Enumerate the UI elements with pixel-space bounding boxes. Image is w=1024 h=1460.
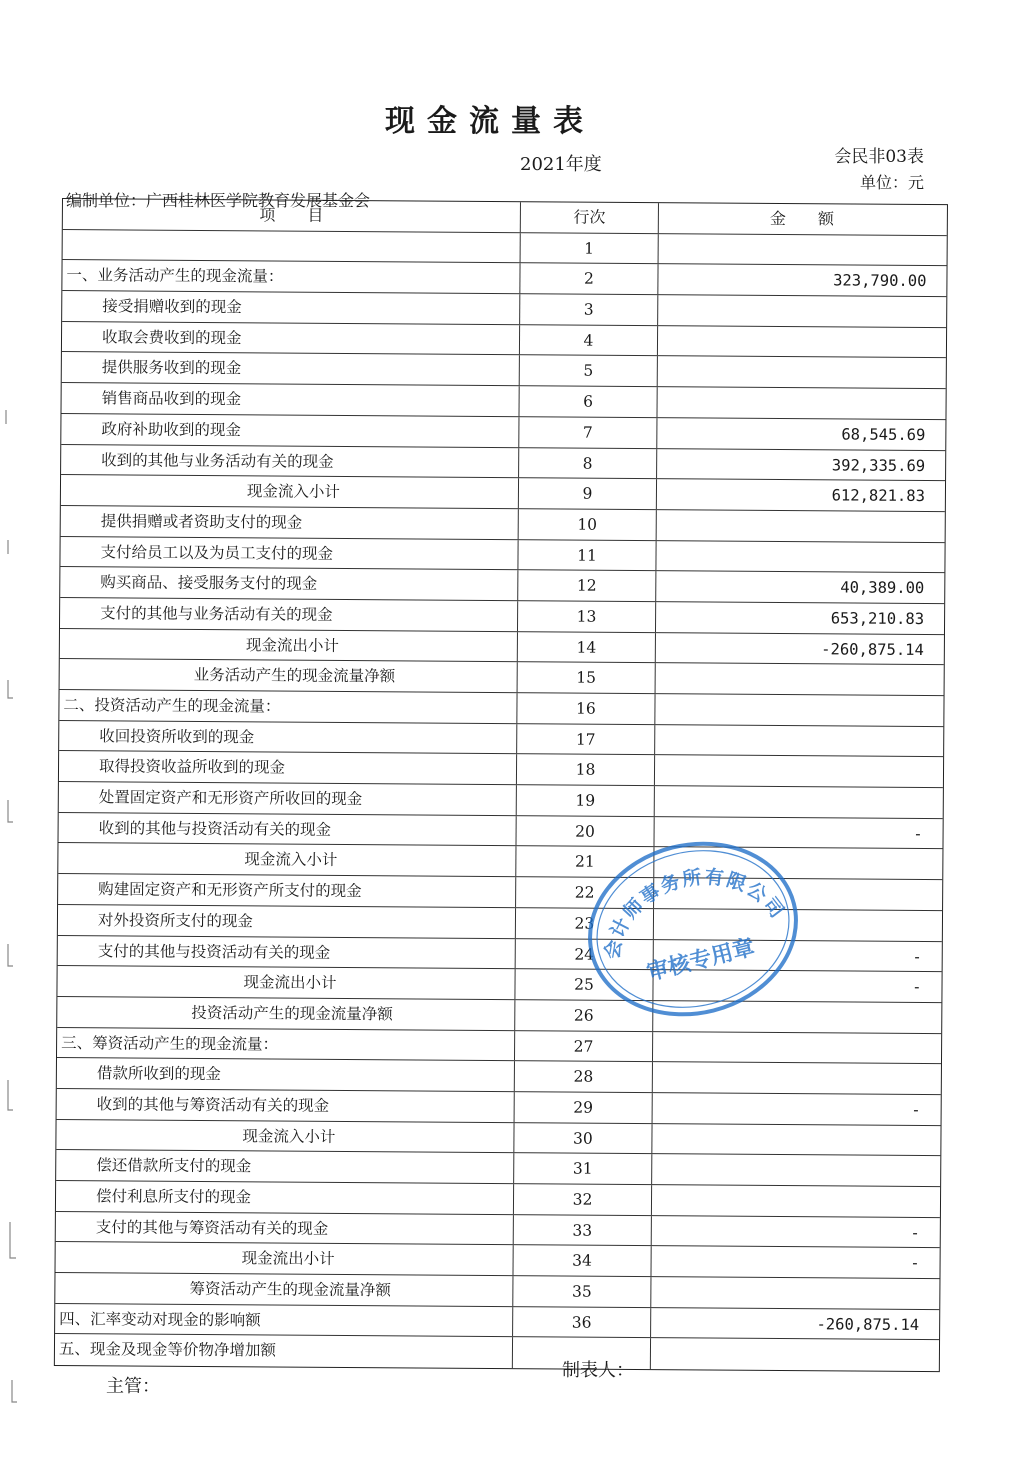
row-item: 购买商品、接受服务支付的现金 bbox=[60, 567, 518, 600]
row-line: 21 bbox=[516, 847, 654, 878]
row-line: 13 bbox=[518, 601, 656, 632]
row-amount bbox=[656, 541, 942, 573]
binding-marks bbox=[0, 0, 30, 1460]
row-line: 1 bbox=[521, 233, 659, 264]
row-amount: - bbox=[912, 978, 922, 997]
row-item: 处置固定资产和无形资产所收回的现金 bbox=[59, 782, 517, 815]
table-row bbox=[55, 1334, 939, 1371]
row-item: 现金流出小计 bbox=[57, 966, 515, 999]
row-line: 34 bbox=[513, 1246, 651, 1277]
row-amount bbox=[656, 663, 942, 695]
row-amount: -260,875.14 bbox=[816, 1315, 920, 1334]
row-item: 政府补助收到的现金 bbox=[61, 414, 519, 447]
row-line: 31 bbox=[514, 1153, 652, 1184]
row-item: 收到的其他与业务活动有关的现金 bbox=[61, 445, 519, 478]
row-line: 11 bbox=[518, 540, 656, 571]
row-item: 支付的其他与筹资活动有关的现金 bbox=[56, 1212, 514, 1245]
row-line: 10 bbox=[519, 509, 657, 540]
row-amount bbox=[652, 1154, 938, 1186]
svg-text:会计师事务所有限公司: 会计师事务所有限公司 bbox=[601, 866, 790, 961]
row-item: 支付给员工以及为员工支付的现金 bbox=[60, 537, 518, 570]
row-line: 19 bbox=[517, 785, 655, 816]
header-item: 项 目 bbox=[63, 199, 521, 232]
row-line: 27 bbox=[515, 1031, 653, 1062]
row-item: 销售商品收到的现金 bbox=[62, 383, 520, 416]
row-item: 接受捐赠收到的现金 bbox=[62, 291, 520, 324]
row-line: 9 bbox=[519, 478, 657, 509]
preparer-label: 制表人： bbox=[562, 1360, 634, 1381]
row-amount: - bbox=[913, 824, 923, 843]
row-item: 业务活动产生的现金流量净额 bbox=[60, 659, 518, 692]
preparing-organization: 编制单位：广西桂林医学院教育发展基金会 bbox=[66, 191, 371, 210]
row-line: 36 bbox=[513, 1307, 651, 1338]
row-amount bbox=[651, 1277, 937, 1309]
row-line: 30 bbox=[514, 1123, 652, 1154]
row-item: 现金流出小计 bbox=[56, 1242, 514, 1275]
row-amount: - bbox=[910, 1254, 920, 1273]
row-amount bbox=[657, 387, 943, 419]
row-item: 一、业务活动产生的现金流量： bbox=[62, 260, 520, 293]
row-line: 26 bbox=[515, 1000, 653, 1031]
row-item: 现金流入小计 bbox=[61, 475, 519, 508]
row-amount: -260,875.14 bbox=[821, 639, 924, 659]
row-amount bbox=[652, 1185, 938, 1217]
row-amount: 40,389.00 bbox=[840, 578, 925, 598]
row-amount bbox=[651, 1339, 937, 1372]
row-amount bbox=[657, 510, 943, 542]
row-line: 22 bbox=[516, 877, 654, 908]
row-amount bbox=[659, 234, 945, 266]
row-amount: 653,210.83 bbox=[830, 609, 925, 628]
row-amount: - bbox=[912, 947, 922, 966]
row-item: 收取会费收到的现金 bbox=[62, 322, 520, 355]
row-line: 35 bbox=[513, 1276, 651, 1307]
row-amount: 392,335.69 bbox=[831, 455, 926, 475]
row-amount bbox=[655, 756, 941, 788]
row-item: 偿付利息所支付的现金 bbox=[56, 1181, 514, 1214]
row-item: 三、筹资活动产生的现金流量： bbox=[57, 1028, 515, 1061]
row-line: 20 bbox=[516, 816, 654, 847]
row-amount bbox=[652, 1124, 938, 1156]
row-item: 对外投资所支付的现金 bbox=[58, 905, 516, 938]
row-line: 16 bbox=[517, 693, 655, 724]
row-item: 筹资活动产生的现金流量净额 bbox=[55, 1273, 513, 1306]
row-line: 23 bbox=[516, 908, 654, 939]
row-item: 现金流入小计 bbox=[58, 843, 516, 876]
header-amount: 金 额 bbox=[769, 208, 834, 229]
row-amount: - bbox=[911, 1100, 921, 1119]
row-item: 收到的其他与筹资活动有关的现金 bbox=[57, 1089, 515, 1122]
row-item: 收回投资所收到的现金 bbox=[59, 721, 517, 754]
row-item: 支付的其他与业务活动有关的现金 bbox=[60, 598, 518, 631]
row-amount: 323,790.00 bbox=[833, 271, 927, 291]
row-amount bbox=[658, 357, 944, 389]
row-item bbox=[63, 230, 521, 263]
row-line: 14 bbox=[518, 632, 656, 663]
row-line: 29 bbox=[515, 1092, 653, 1123]
row-line: 8 bbox=[519, 448, 657, 479]
row-item: 偿还借款所支付的现金 bbox=[56, 1150, 514, 1183]
currency-unit: 单位：元 bbox=[859, 173, 924, 192]
row-line: 4 bbox=[520, 325, 658, 356]
row-amount bbox=[653, 1032, 939, 1064]
row-item: 取得投资收益所收到的现金 bbox=[59, 751, 517, 784]
row-line: 33 bbox=[514, 1215, 652, 1246]
row-line: 28 bbox=[515, 1061, 653, 1092]
cash-flow-table bbox=[54, 198, 948, 1372]
row-line: 32 bbox=[514, 1184, 652, 1215]
supervisor-label: 主管： bbox=[106, 1376, 160, 1397]
report-title: 现金流量表 bbox=[385, 104, 595, 139]
row-line: 3 bbox=[520, 294, 658, 325]
row-line: 17 bbox=[517, 724, 655, 755]
row-item: 提供服务收到的现金 bbox=[62, 352, 520, 385]
row-item: 借款所收到的现金 bbox=[57, 1058, 515, 1091]
row-item: 投资活动产生的现金流量净额 bbox=[57, 997, 515, 1030]
row-item: 现金流入小计 bbox=[56, 1120, 514, 1153]
row-line: 18 bbox=[517, 755, 655, 786]
row-item: 收到的其他与投资活动有关的现金 bbox=[59, 813, 517, 846]
row-amount: 68,545.69 bbox=[841, 425, 926, 444]
row-line: 7 bbox=[519, 417, 657, 448]
header-line: 行次 bbox=[521, 202, 659, 233]
row-item: 二、投资活动产生的现金流量： bbox=[59, 690, 517, 723]
row-item: 五、现金及现金等价物净增加额 bbox=[55, 1334, 513, 1368]
row-line: 6 bbox=[519, 386, 657, 417]
row-amount: - bbox=[910, 1223, 920, 1242]
row-amount bbox=[658, 295, 944, 327]
row-line: 2 bbox=[520, 264, 658, 295]
row-amount bbox=[653, 1062, 939, 1094]
row-item: 现金流出小计 bbox=[60, 629, 518, 662]
row-line: 15 bbox=[518, 663, 656, 694]
row-line: 12 bbox=[518, 570, 656, 601]
row-line: 25 bbox=[515, 969, 653, 1000]
row-amount bbox=[655, 786, 941, 818]
row-item: 购建固定资产和无形资产所支付的现金 bbox=[58, 874, 516, 907]
row-amount bbox=[655, 725, 941, 757]
row-line: 24 bbox=[516, 939, 654, 970]
row-amount bbox=[655, 694, 941, 726]
report-year: 2021年度 bbox=[520, 154, 602, 175]
row-amount bbox=[658, 326, 944, 358]
row-item: 支付的其他与投资活动有关的现金 bbox=[58, 935, 516, 968]
row-amount: 612,821.83 bbox=[831, 486, 926, 506]
row-item: 提供捐赠或者资助支付的现金 bbox=[61, 506, 519, 539]
row-item: 四、汇率变动对现金的影响额 bbox=[55, 1304, 513, 1337]
svg-text:审核专用章: 审核专用章 bbox=[644, 934, 758, 986]
row-line: 5 bbox=[520, 356, 658, 387]
form-number: 会民非03表 bbox=[834, 147, 924, 167]
